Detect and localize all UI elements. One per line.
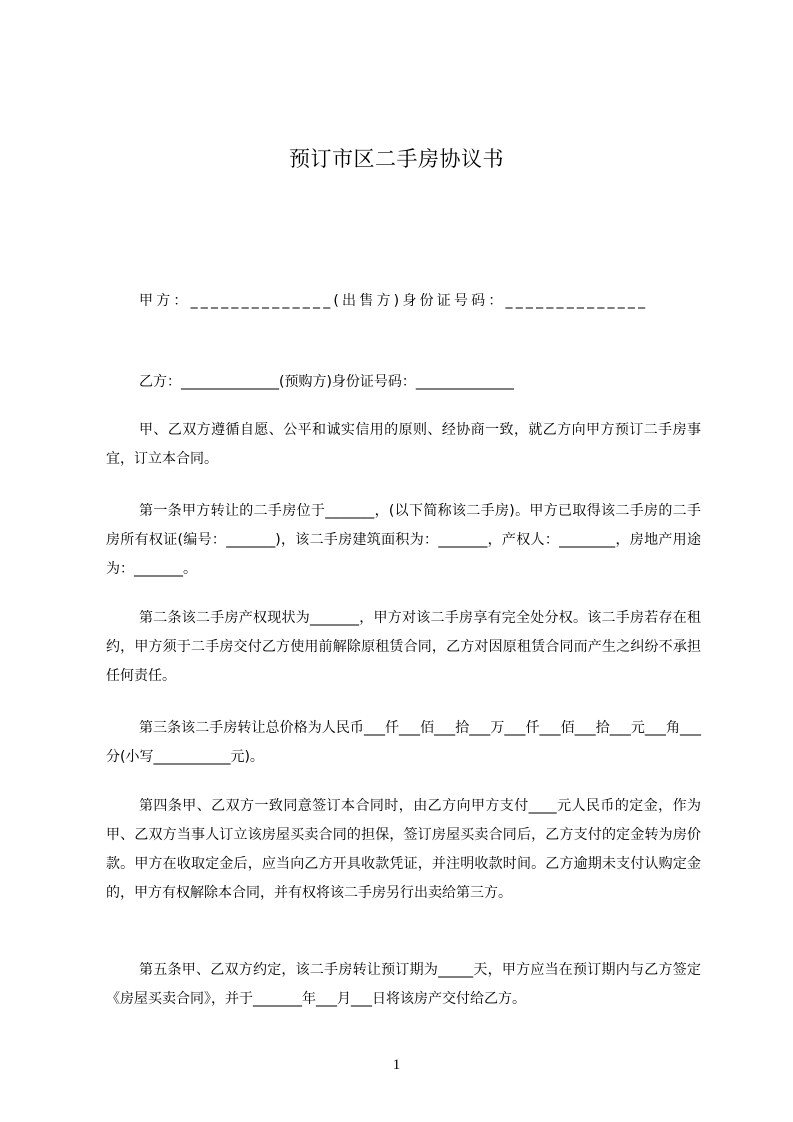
document-title: 预订市区二手房协议书 — [289, 147, 504, 171]
party-b-line: 乙方：______________(预购方)身份证号码：______________ — [139, 374, 514, 390]
paragraph-article-1: 第一条甲方转让的二手房位于_______，(以下简称该二手房)。甲方已取得该二手房的二手房所有权证(编号：_______)，该二手房建筑面积为：_______，产权人：________，房地产用途为：_______。 — [106, 503, 701, 577]
paragraph-article-4: 第四条甲、乙双方一致同意签订本合同时，由乙方向甲方支付____元人民币的定金，作为甲、乙双方当事人订立该房屋买卖合同的担保，签订房屋买卖合同后，乙方支付的定金转为房价款。甲方在收取定金后，应当向乙方开具收款凭证，并注明收款时间。乙方逾期未支付认购定金的，甲方有权解除本合同，并有权将该二手房另行出卖给第三方。 — [106, 798, 701, 901]
paragraph-article-3: 第三条该二手房转让总价格为人民币___仟___佰___拾___万___仟___佰___拾___元___角___分(小写___________元)。 — [106, 720, 701, 765]
paragraph-article-5: 第五条甲、乙双方约定，该二手房转让预订期为_____天，甲方应当在预订期内与乙方签定《房屋买卖合同》，并于_______年___月___日将该房产交付给乙方。 — [106, 962, 701, 1007]
paragraph-intro: 甲、乙双方遵循自愿、公平和诚实信用的原则、经协商一致，就乙方向甲方预订二手房事宜，订立本合同。 — [106, 422, 701, 467]
page-number: 1 — [392, 1057, 401, 1073]
paragraph-article-2: 第二条该二手房产权现状为_______，甲方对该二手房享有完全处分权。该二手房若存在租约，甲方须于二手房交付乙方使用前解除原租赁合同，乙方对因原租赁合同而产生之纠纷不承担任何责任。 — [106, 610, 701, 684]
party-a-line: 甲方：______________(出售方)身份证号码：______________ — [139, 293, 649, 309]
